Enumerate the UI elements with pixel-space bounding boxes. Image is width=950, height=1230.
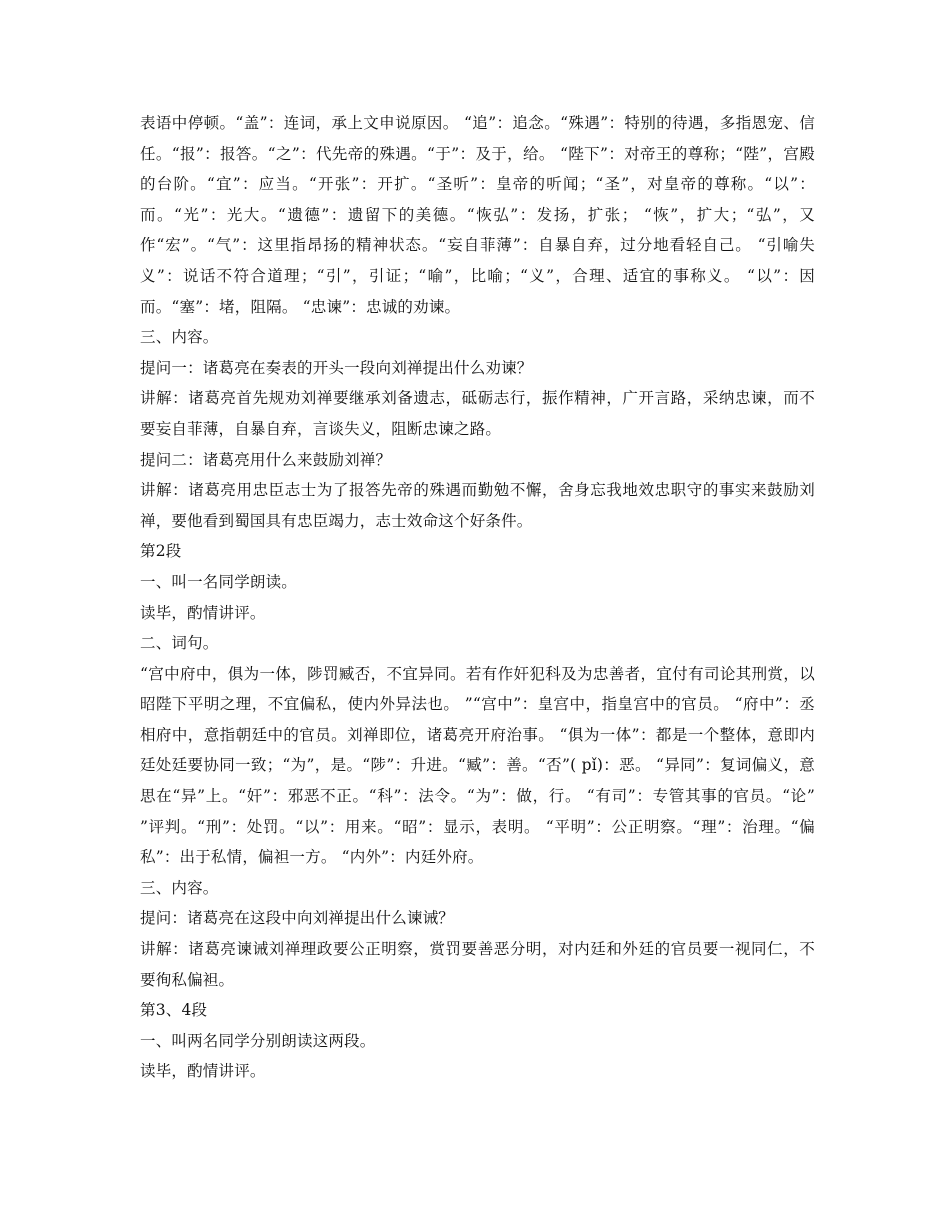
section-heading-paragraph-2: 第2段 <box>140 542 182 561</box>
question-three: 提问：诸葛亮在这段中向刘禅提出什么谏诫？ <box>140 909 455 928</box>
step-comment: 读毕，酌情讲评。 <box>140 603 266 622</box>
explanation-one: 讲解：诸葛亮首先规劝刘禅要继承刘备遗志，砥砺志行，振作精神，广开言路，采纳忠谏，而不要妄自菲薄，自暴自弃，言谈失义，阻断忠谏之路。 <box>140 389 815 438</box>
document-body <box>140 108 815 1087</box>
paragraph-word-notes: 表语中停顿。“盖”：连词，承上文申说原因。 “追”：追念。“殊遇”：特别的待遇，多指恩宠、信任。“报”：报答。“之”：代先帝的殊遇。“于”：及于，给。 “陛下”：对帝王的尊称；“陛”，宫殿的台阶。“宜”：应当。“开张”：开扩。“圣听”：皇帝的听闻；“圣”，对皇帝的尊称。“以”：而。“光”：光大。“遗德”：遗留下的美德。“恢弘”：发扬，扩张； “恢”，扩大；“弘”，又作“宏”。“气”：这里指昂扬的精神状态。“妄自菲薄”：自暴自弃，过分地看轻自己。 “引喻失义”：说话不符合道理；“引”，引证；“喻”，比喻；“义”，合理、适宜的事称义。 “以”：因而。“塞”：堵，阻隔。 “忠谏”：忠诚的劝谏。 <box>140 114 815 316</box>
step-read-aloud: 一、叫一名同学朗读。 <box>140 572 298 591</box>
step-comment-2: 读毕，酌情讲评。 <box>140 1062 266 1081</box>
section-heading-paragraph-3-4: 第3、4段 <box>140 1001 208 1020</box>
section-heading-content-2: 三、内容。 <box>140 878 219 897</box>
section-heading-words: 二、词句。 <box>140 634 219 653</box>
paragraph-quote-notes: “宫中府中，俱为一体，陟罚臧否，不宜异同。若有作奸犯科及为忠善者，宜付有司论其刑赏，以昭陛下平明之理，不宜偏私，使内外异法也。 ”“宫中”：皇宫中，指皇宫中的官员。 “府中”：丞相府中，意指朝廷中的官员。刘禅即位，诸葛亮开府治事。 “俱为一体”：都是一个整体，意即内廷处廷要协同一致；“为”，是。“陟”：升进。“臧”：善。“否”( pǐ)：恶。 “异同”：复词偏义，意思在“异”上。“奸”：邪恶不正。“科”：法令。“为”：做，行。 “有司”：专管其事的官员。“论” ”评判。“刑”：处罚。“以”：用来。“昭”：显示，表明。 “平明”：公正明察。“理”：治理。“偏私”：出于私情，偏袒一方。 “内外”：内廷外府。 <box>140 664 815 867</box>
question-one: 提问一：诸葛亮在奏表的开头一段向刘禅提出什么劝谏？ <box>140 358 533 377</box>
question-two: 提问二：诸葛亮用什么来鼓励刘禅？ <box>140 450 392 469</box>
step-two-readers: 一、叫两名同学分别朗读这两段。 <box>140 1031 376 1050</box>
explanation-three: 讲解：诸葛亮谏诫刘禅理政要公正明察，赏罚要善恶分明，对内廷和外廷的官员要一视同仁，不要徇私偏袒。 <box>140 940 815 989</box>
explanation-two: 讲解：诸葛亮用忠臣志士为了报答先帝的殊遇而勤勉不懈，舍身忘我地效忠职守的事实来鼓励刘禅，要他看到蜀国具有忠臣竭力，志士效命这个好条件。 <box>140 481 815 530</box>
section-heading-content: 三、内容。 <box>140 328 219 347</box>
